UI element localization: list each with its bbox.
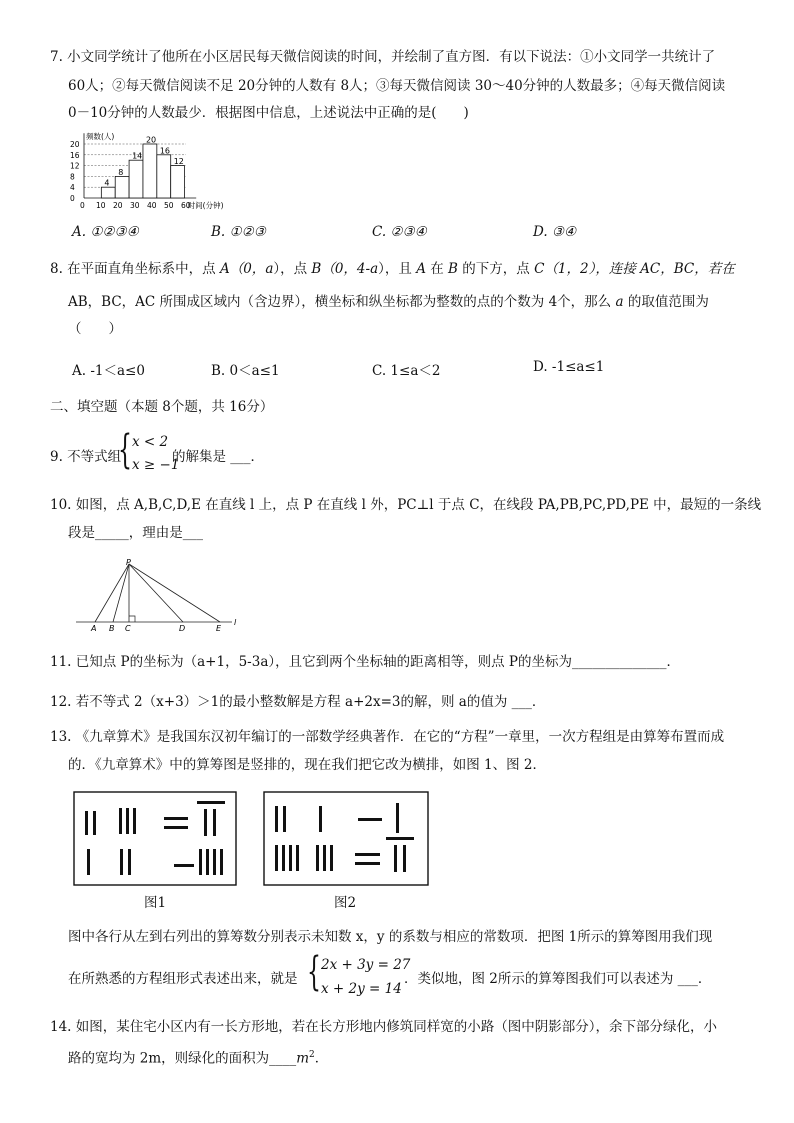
q8-option-c[interactable]: C. 1≤a＜2 xyxy=(372,363,441,379)
q7-option-c[interactable]: C. ②③④ xyxy=(372,224,427,240)
histogram-bar xyxy=(115,176,129,198)
bar-value-label: 12 xyxy=(173,157,184,167)
q7-line3: 0－10分钟的人数最少．根据图中信息，上述说法中正确的是( ) xyxy=(68,105,469,121)
q9-brace: { xyxy=(118,427,132,473)
q13-line1: 13. 《九章算术》是我国东汉初年编订的一部数学经典著作．在它的“方程”一章里，一次方程组是由算筹布置而成 xyxy=(50,729,725,745)
histogram-body xyxy=(70,132,224,210)
q7-option-d[interactable]: D. ③④ xyxy=(533,224,577,240)
counting-rod-figure-1 xyxy=(73,791,237,886)
q10-line2: 段是_____，理由是___ xyxy=(68,525,203,541)
x-tick-label: 10 xyxy=(96,201,106,210)
x-tick-label: 30 xyxy=(130,201,140,210)
q8-option-b[interactable]: B. 0＜a≤1 xyxy=(211,363,280,379)
q10-label-d: D xyxy=(179,624,186,633)
histogram-bar xyxy=(143,144,157,198)
q13-eq1: 2x + 3y = 27 xyxy=(321,957,411,973)
histogram-bar xyxy=(129,160,143,198)
q7-line2: 60人；②每天微信阅读不足 20分钟的人数有 8人；③每天微信阅读 30～40分钟的人数最多；④每天微信阅读 xyxy=(68,78,726,94)
q8-line1: 8. 在平面直角坐标系中，点 A（0，a），点 B（0，4-a），且 A 在 B 的下方，点 C（1，2），连接 AC，BC，若在 xyxy=(50,261,735,277)
q10-label-c: C xyxy=(125,624,131,633)
q9-ineq1: x < 2 xyxy=(132,434,169,450)
q14-line2: 路的宽均为 2m，则绿化的面积为$\_\_\_\_m^2$． xyxy=(68,1050,329,1067)
q8-line3: （ ） xyxy=(68,321,122,337)
section-heading: 二、填空题（本题 8个题，共 16分） xyxy=(50,399,274,415)
q7-option-b[interactable]: B. ①②③ xyxy=(211,224,266,240)
q13-line2: 的．《九章算术》中的算筹图是竖排的，现在我们把它改为横排，如图 1、图 2． xyxy=(68,757,547,773)
y-tick-label: 0 xyxy=(70,194,75,203)
q13-brace: { xyxy=(307,949,321,995)
bar-value-label: 16 xyxy=(159,146,171,156)
bar-value-label: 8 xyxy=(118,167,124,177)
q9-ineq2: x ≥ −1 xyxy=(132,457,180,473)
q14-line1: 14. 如图，某住宅小区内有一长方形地，若在长方形地内修筑同样宽的小路（图中阴影部分），余下部分绿化，小 xyxy=(50,1019,718,1035)
y-tick-label: 16 xyxy=(70,150,80,160)
q12-text: 12. 若不等式 2（x+3）＞1的最小整数解是方程 a+2x=3的解，则 a的值为 ___． xyxy=(50,694,546,710)
x-tick-label: 60 xyxy=(181,201,191,210)
bar-value-label: 20 xyxy=(145,135,157,145)
histogram-chart xyxy=(58,132,248,214)
q13-eq2: x + 2y = 14 xyxy=(321,981,402,997)
fig2-caption: 图2 xyxy=(334,895,357,911)
x-axis-label: 时间(分钟) xyxy=(187,201,224,210)
x-tick-label: 50 xyxy=(164,201,174,210)
q11-text: 11. 已知点 P的坐标为（a+1，5-3a），且它到两个坐标轴的距离相等，则点 P的坐标为______________． xyxy=(50,654,680,670)
x-tick-label: 40 xyxy=(147,201,157,210)
q7-line1: 7. 小文同学统计了他所在小区居民每天微信阅读的时间，并绘制了直方图．有以下说法：①小文同学一共统计了 xyxy=(50,49,716,65)
q10-label-a: A xyxy=(91,624,97,633)
q10-label-l: l xyxy=(234,618,237,627)
q8-option-d[interactable]: D. -1≤a≤1 xyxy=(533,359,605,375)
y-tick-label: 20 xyxy=(70,140,80,149)
q8-option-a[interactable]: A. -1＜a≤0 xyxy=(72,363,145,379)
q13-line4b: ．类似地，图 2所示的算筹图我们可以表述为 ___． xyxy=(404,971,712,987)
x-tick-label: 0 xyxy=(80,201,85,210)
histogram-bar xyxy=(157,155,171,198)
q10-label-b: B xyxy=(109,624,115,633)
bar-value-label: 14 xyxy=(132,151,143,161)
histogram-bar xyxy=(171,166,185,198)
histogram-bar xyxy=(101,187,115,198)
y-tick-label: 8 xyxy=(70,172,75,182)
y-tick-label: 4 xyxy=(70,183,75,193)
counting-rod-figure-2 xyxy=(263,791,429,886)
q9-prefix: 9. 不等式组 xyxy=(50,449,122,465)
q10-figure xyxy=(70,556,250,634)
y-axis-label: 频数(人) xyxy=(86,132,115,142)
q8-line2: AB，BC，AC 所围成区域内（含边界），横坐标和纵坐标都为整数的点的个数为 4个，那么 a 的取值范围为 xyxy=(68,294,709,310)
q10-label-p: P xyxy=(126,558,131,567)
q13-line4a: 在所熟悉的方程组形式表述出来，就是 xyxy=(68,971,298,987)
x-tick-label: 20 xyxy=(113,201,123,210)
q9-suffix: 的解集是 ___． xyxy=(172,449,265,465)
y-tick-label: 12 xyxy=(70,161,80,171)
q10-label-e: E xyxy=(216,624,222,633)
q10-line1: 10. 如图，点 A,B,C,D,E 在直线 l 上，点 P 在直线 l 外，PC⊥l 于点 C，在线段 PA,PB,PC,PD,PE 中，最短的一条线 xyxy=(50,497,762,513)
q13-line3: 图中各行从左到右列出的算筹数分别表示未知数 x，y 的系数与相应的常数项．把图 1所示的算筹图用我们现 xyxy=(68,929,713,945)
fig1-caption: 图1 xyxy=(144,895,167,911)
q7-option-a[interactable]: A. ①②③④ xyxy=(72,224,139,240)
bar-value-label: 4 xyxy=(104,178,110,188)
